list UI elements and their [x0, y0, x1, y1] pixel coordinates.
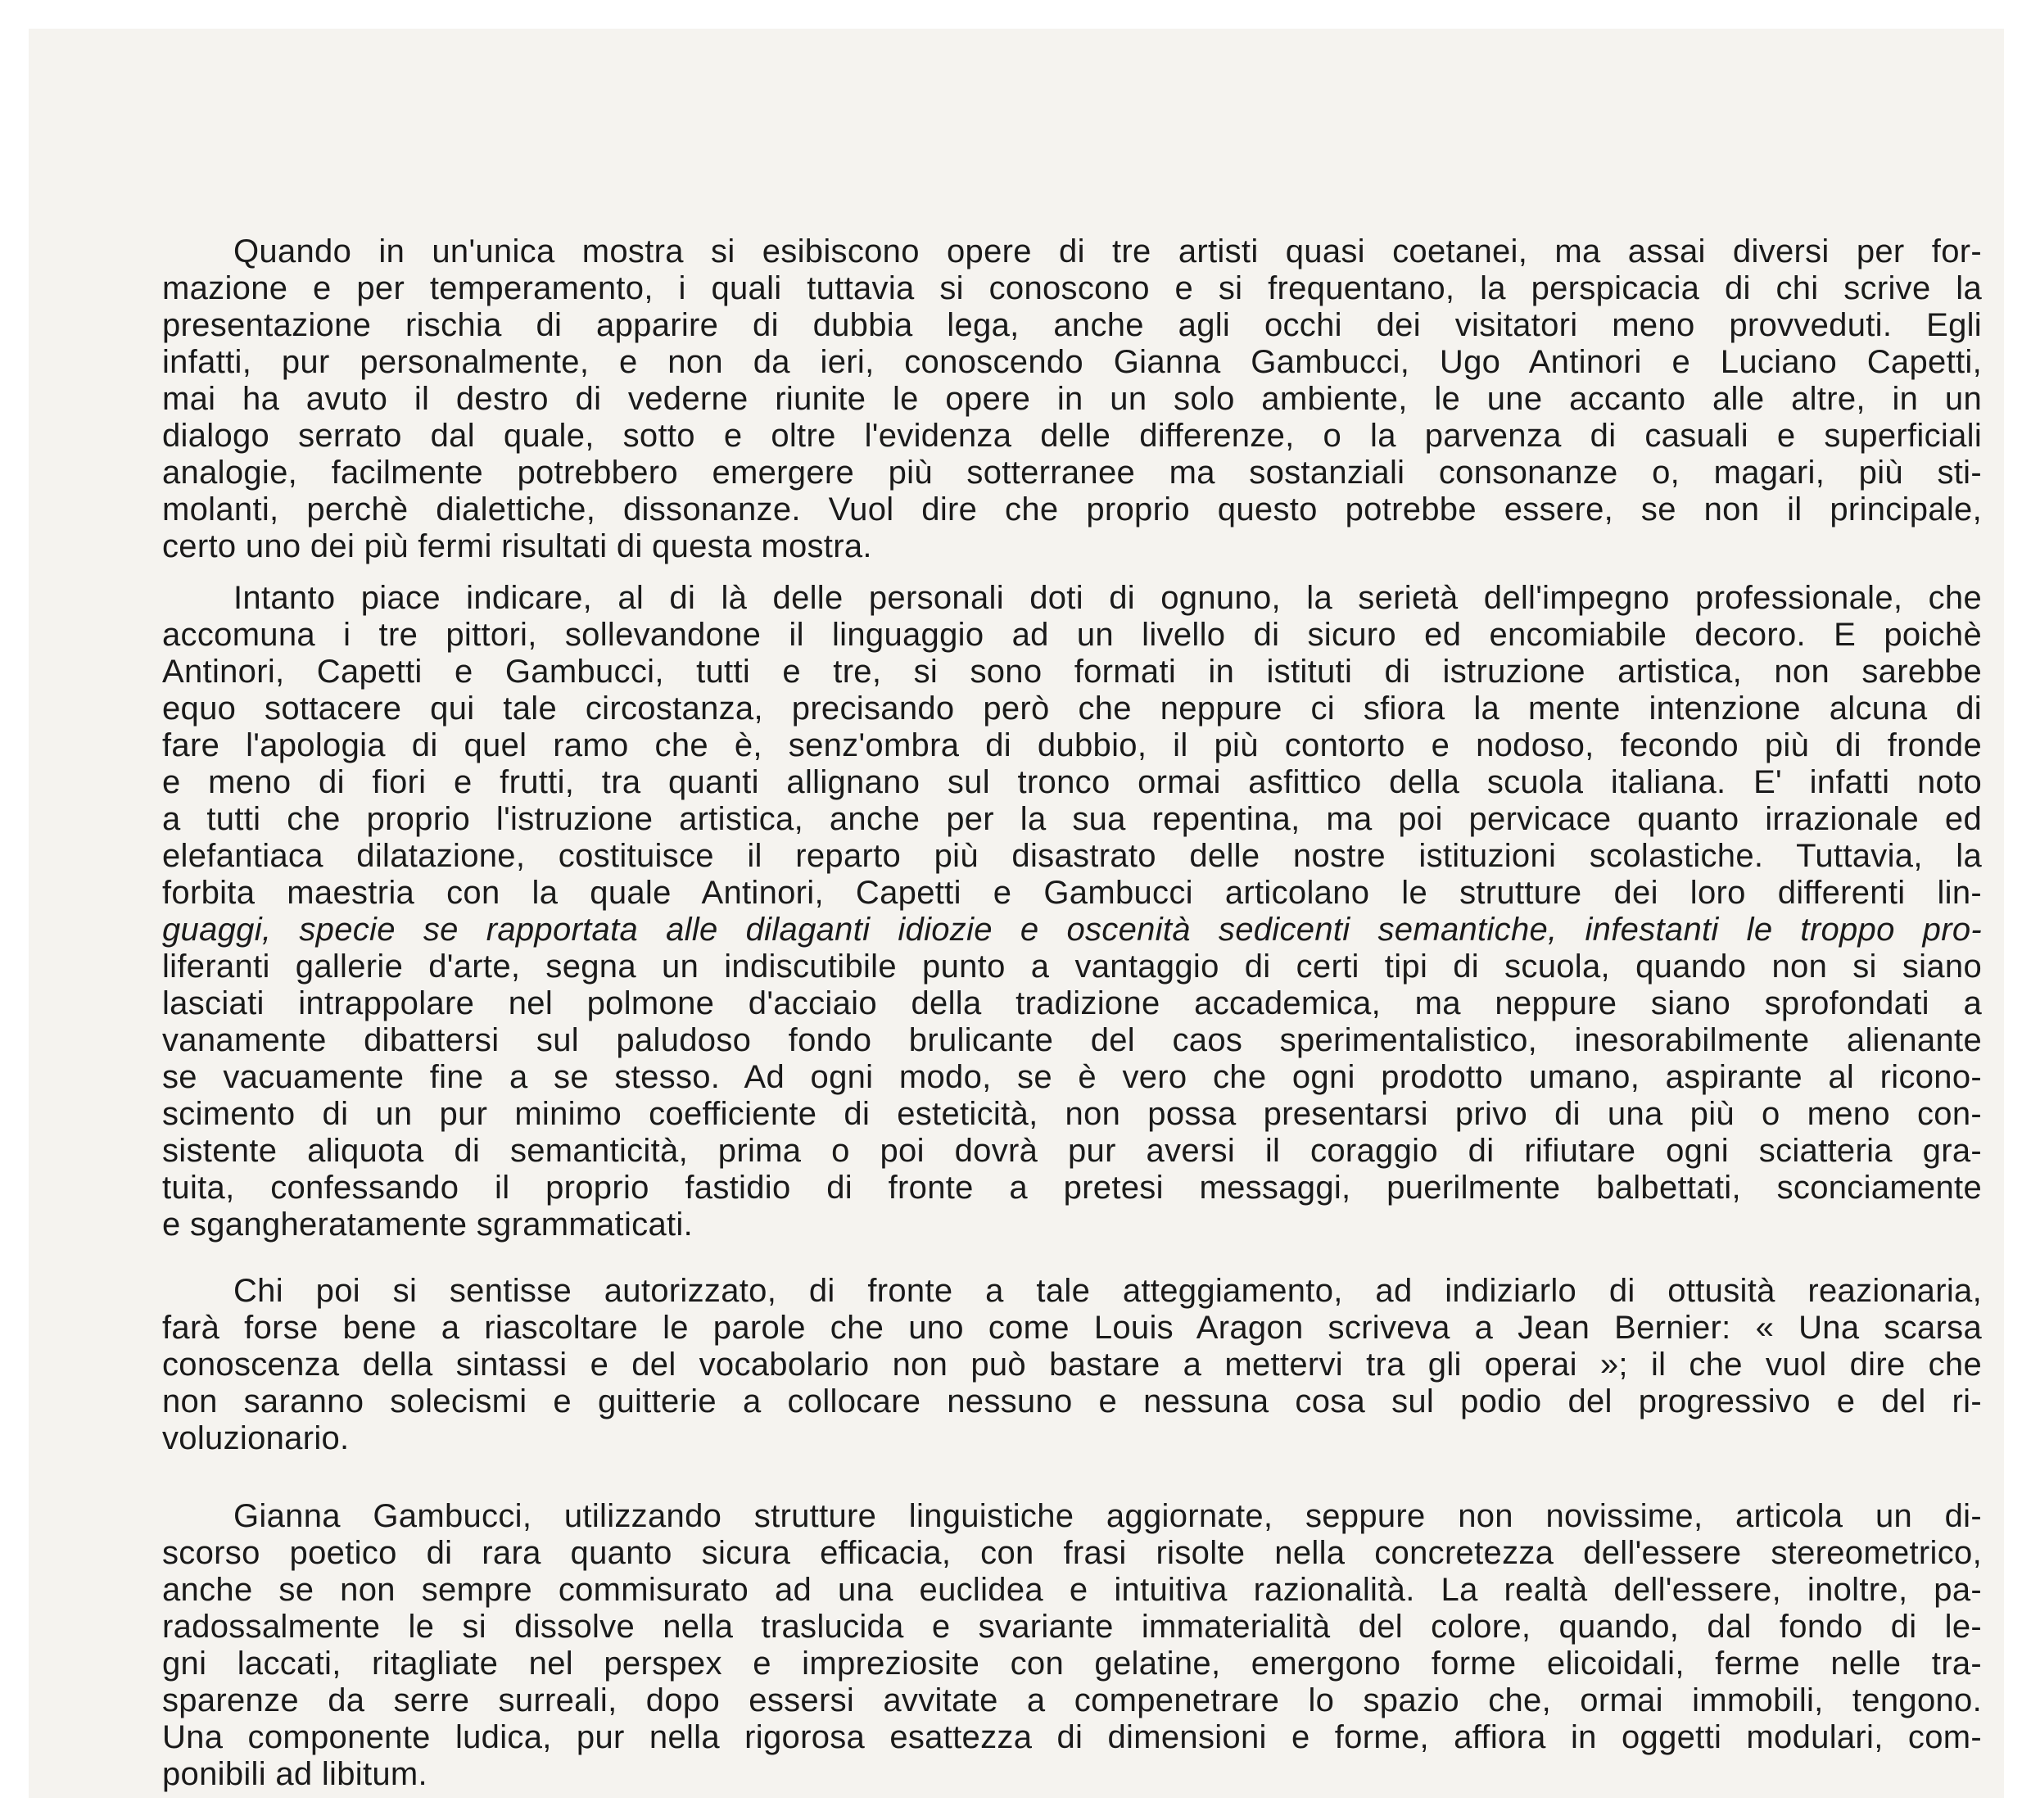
text-line: infatti, pur personalmente, e non da ieri, conoscendo Gianna Gambucci, Ugo Antinori e Luciano Capetti, — [162, 344, 1982, 380]
text-line: vanamente dibattersi sul paludoso fondo brulicante del caos sperimentalistico, inesorabilmente alienante — [162, 1022, 1982, 1058]
document-page — [29, 29, 2004, 1798]
text-line: Gianna Gambucci, utilizzando strutture linguistiche aggiornate, seppure non novissime, articola un di- — [233, 1498, 1982, 1534]
text-line: conoscenza della sintassi e del vocabolario non può bastare a mettervi tra gli operai »; il che vuol dire che — [162, 1347, 1982, 1383]
text-line: non saranno solecismi e guitterie a collocare nessuno e nessuna cosa sul podio del progressivo e del ri- — [162, 1383, 1982, 1419]
document-body — [162, 233, 1982, 1793]
text-line: molanti, perchè dialettiche, dissonanze. Vuol dire che proprio questo potrebbe essere, se non il principale, — [162, 491, 1982, 527]
text-line: radossalmente le si dissolve nella traslucida e svariante immaterialità del colore, quando, dal fondo di le- — [162, 1609, 1982, 1645]
text-line: Una componente ludica, pur nella rigorosa esattezza di dimensioni e forme, affiora in oggetti modulari, com- — [162, 1719, 1982, 1755]
text-line: Quando in un'unica mostra si esibiscono opere di tre artisti quasi coetanei, ma assai diversi per for- — [233, 233, 1982, 269]
text-line: certo uno dei più fermi risultati di questa mostra. — [162, 528, 872, 564]
paragraph — [162, 1273, 1982, 1457]
text-line: se vacuamente fine a se stesso. Ad ogni modo, se è vero che ogni prodotto umano, aspirante al ricono- — [162, 1059, 1982, 1095]
text-line: forbita maestria con la quale Antinori, Capetti e Gambucci articolano le strutture dei loro differenti lin- — [162, 875, 1982, 911]
text-line: equo sottacere qui tale circostanza, precisando però che neppure ci sfiora la mente intenzione alcuna di — [162, 690, 1982, 727]
text-line: dialogo serrato dal quale, sotto e oltre l'evidenza delle differenze, o la parvenza di casuali e superficiali — [162, 418, 1982, 454]
text-line: Intanto piace indicare, al di là delle personali doti di ognuno, la serietà dell'impegno professionale, che — [233, 580, 1982, 616]
text-line: e meno di fiori e frutti, tra quanti allignano sul tronco ormai asfittico della scuola italiana. E' infatti noto — [162, 764, 1982, 800]
text-line: sistente aliquota di semanticità, prima o poi dovrà pur aversi il coraggio di rifiutare ogni sciatteria gra- — [162, 1133, 1982, 1169]
text-line: tuita, confessando il proprio fastidio di fronte a pretesi messaggi, puerilmente balbettati, sconciamente — [162, 1170, 1982, 1206]
paragraph — [162, 233, 1982, 565]
text-line: liferanti gallerie d'arte, segna un indiscutibile punto a vantaggio di certi tipi di scuola, quando non si siano — [162, 948, 1982, 985]
text-line: analogie, facilmente potrebbero emergere più sotterranee ma sostanziali consonanze o, magari, più sti- — [162, 455, 1982, 491]
paragraph — [162, 1498, 1982, 1793]
text-line: guaggi, specie se rapportata alle dilaganti idiozie e oscenità sedicenti semantiche, infestanti le troppo pro- — [162, 912, 1982, 948]
text-line: a tutti che proprio l'istruzione artistica, anche per la sua repentina, ma poi pervicace quanto irrazionale ed — [162, 801, 1982, 837]
text-line: sparenze da serre surreali, dopo essersi avvitate a compenetrare lo spazio che, ormai immobili, tengono. — [162, 1682, 1982, 1718]
text-line: scimento di un pur minimo coefficiente di esteticità, non possa presentarsi privo di una più o meno con- — [162, 1096, 1982, 1132]
paragraph — [162, 580, 1982, 1243]
text-line: Chi poi si sentisse autorizzato, di fronte a tale atteggiamento, ad indiziarlo di ottusità reazionaria, — [233, 1273, 1982, 1309]
text-line: ponibili ad libitum. — [162, 1756, 427, 1792]
text-line: Antinori, Capetti e Gambucci, tutti e tre, si sono formati in istituti di istruzione artistica, non sarebbe — [162, 654, 1982, 690]
text-line: accomuna i tre pittori, sollevandone il linguaggio ad un livello di sicuro ed encomiabile decoro. E poichè — [162, 617, 1982, 653]
text-line: scorso poetico di rara quanto sicura efficacia, con frasi risolte nella concretezza dell'essere stereometrico, — [162, 1535, 1982, 1571]
text-line: elefantiaca dilatazione, costituisce il reparto più disastrato delle nostre istituzioni scolastiche. Tuttavia, la — [162, 838, 1982, 874]
text-line: lasciati intrappolare nel polmone d'acciaio della tradizione accademica, ma neppure siano sprofondati a — [162, 985, 1982, 1021]
text-line: mazione e per temperamento, i quali tuttavia si conoscono e si frequentano, la perspicacia di chi scrive la — [162, 270, 1982, 306]
text-line: e sgangheratamente sgrammaticati. — [162, 1207, 694, 1243]
text-line: anche se non sempre commisurato ad una euclidea e intuitiva razionalità. La realtà dell'essere, inoltre, pa- — [162, 1572, 1982, 1608]
text-line: fare l'apologia di quel ramo che è, senz'ombra di dubbio, il più contorto e nodoso, fecondo più di fronde — [162, 727, 1982, 763]
text-line: farà forse bene a riascoltare le parole che uno come Louis Aragon scriveva a Jean Bernier: « Una scarsa — [162, 1310, 1982, 1346]
text-line: presentazione rischia di apparire di dubbia lega, anche agli occhi dei visitatori meno provveduti. Egli — [162, 307, 1982, 343]
text-line: mai ha avuto il destro di vederne riunite le opere in un solo ambiente, le une accanto alle altre, in un — [162, 381, 1982, 417]
text-line: gni laccati, ritagliate nel perspex e impreziosite con gelatine, emergono forme elicoidali, ferme nelle tra- — [162, 1646, 1982, 1682]
text-line: voluzionario. — [162, 1420, 350, 1456]
